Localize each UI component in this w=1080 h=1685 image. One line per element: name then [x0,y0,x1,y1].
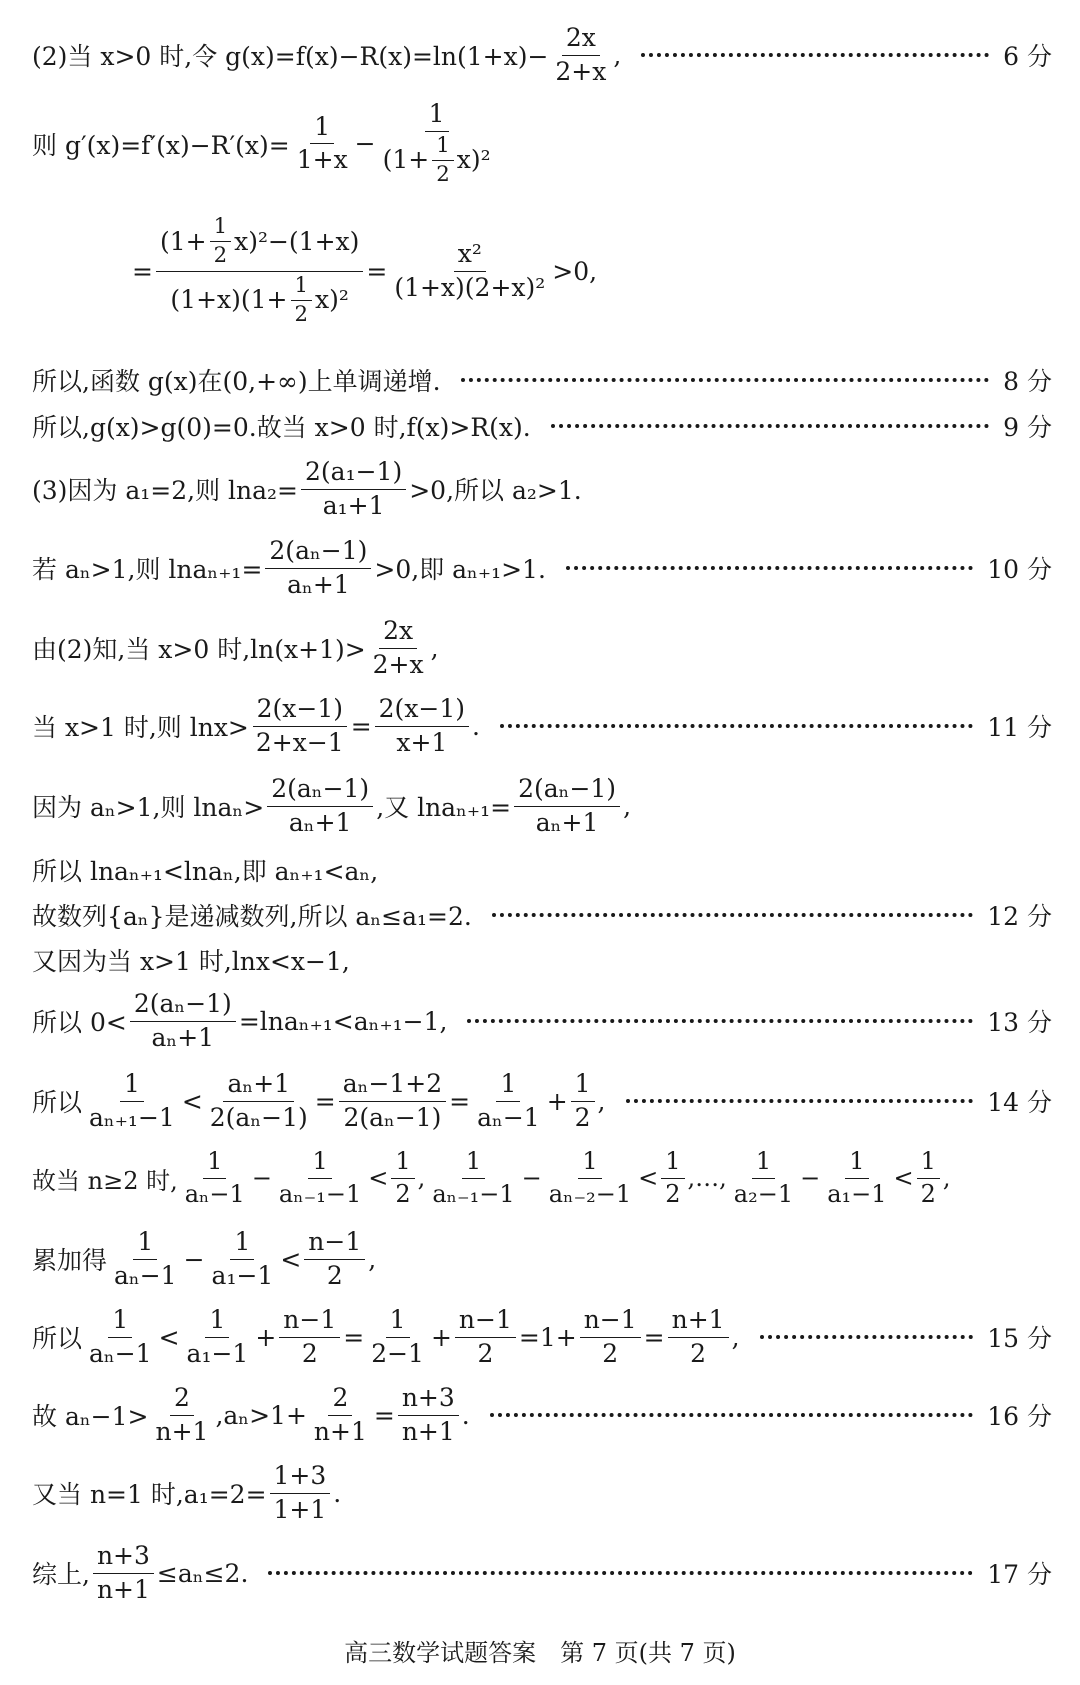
dot-leader [500,724,973,728]
fraction: $\frac{1}{\text{aₙ−1}}$ [89,1305,152,1368]
fraction: $\frac{2}{n+1}$ [313,1383,367,1446]
fraction: $\frac{1}{\text{a₂−1}}$ [733,1147,794,1208]
fraction: $\frac{n+3}{n+1}$ [93,1542,154,1605]
fraction: $\frac{2x}{2+x}$ [372,616,424,679]
score-label: 13 分 [987,1008,1052,1038]
score-label: 15 分 [987,1324,1052,1354]
fraction: $\frac{\text{2(aₙ−1)}}{\text{aₙ+1}}$ [130,990,236,1053]
step-line: 综上, $\frac{n+3}{n+1}$ ≤aₙ≤2. 17 分 [32,1541,1052,1604]
dot-leader [467,1019,973,1023]
fraction: 1 (1+ $\frac{1}{2}$ x)² [382,99,491,188]
fraction: $\frac{\text{aₙ+1}}{\text{2(aₙ−1)}}$ [209,1069,308,1132]
step-line: 所以 lnaₙ₊₁<lnaₙ,即 aₙ₊₁<aₙ, [32,857,379,886]
step-line: 故 aₙ−1> $\frac{2}{n+1}$ ,aₙ>1+ $\frac{2}{n+1}$ = $\frac{n+3}{n+1}$ . 16 分 [32,1383,1052,1446]
fraction: $\frac{1}{\text{aₙ−1}}$ [477,1069,540,1132]
step-line: 所以,函数 g(x)在(0,+∞)上单调递增. 8 分 [32,362,1052,398]
step-line: 故当 n≥2 时, $\frac{1}{\text{aₙ−1}}$ − $\frac{1}{\text{aₙ₋₁−1}}$ < $\frac{1}{2}$ , $\frac{1}{\text{aₙ₋₁−1}}$ − $\frac{1}{\text{aₙ₋₂−1}}$ < $\frac{1}{2}$ ,…, $\frac{1}{\text{a₂−1}}$ − $\frac{1}{\text{a₁−1}}$ < $\frac{1}{2}$ , [32,1147,951,1208]
fraction: $\frac{\text{2(aₙ−1)}}{\text{aₙ+1}}$ [514,775,620,838]
fraction: $\frac{2(x-1)}{2+x-1}$ [252,695,348,758]
dot-leader [492,913,973,917]
fraction: $\frac{1}{2}$ [661,1148,684,1208]
score-label: 9 分 [1003,413,1052,442]
fraction: $\frac{n+1}{2}$ [668,1306,729,1369]
fraction: $\frac{\text{x²}}{\text{(1+x)(2+x)²}}$ [394,239,546,302]
dot-leader [566,566,973,570]
step-line: (3)因为 a₁=2,则 lna₂= $\frac{\text{2(a₁−1)}}{\text{a₁+1}}$ >0,所以 a₂>1. [32,457,582,520]
fraction: $\frac{1}{\text{aₙ₊₁−1}}$ [89,1069,175,1132]
step-line: 所以 $\frac{1}{\text{aₙ₊₁−1}}$ < $\frac{\text{aₙ+1}}{\text{2(aₙ−1)}}$ = $\frac{\text{aₙ−1+2}}{\text{2(aₙ−1)}}$ = $\frac{1}{\text{aₙ−1}}$ + $\frac{1}{2}$ , 14 分 [32,1069,1052,1132]
fraction: $\frac{\text{2(aₙ−1)}}{\text{aₙ+1}}$ [265,537,371,600]
score-label: 8 分 [1003,367,1052,396]
fraction: $\frac{1}{\text{aₙ₋₁−1}}$ [432,1147,515,1208]
fraction: $\frac{1}{\text{aₙ₋₂−1}}$ [548,1147,632,1208]
step-line: 则 g′(x)=f′(x)−R′(x)= $\frac{1}{1+x}$ − 1 (1+ $\frac{1}{2}$ x)² [32,100,1052,188]
fraction: $\frac{\text{2(aₙ−1)}}{\text{aₙ+1}}$ [267,775,373,838]
fraction: (1+ $\frac{1}{2}$ x)²−(1+x) (1+x)(1+ $\frac{1}{2}$ x)² [156,215,363,328]
fraction: $\frac{1}{\text{aₙ−1}}$ [114,1227,177,1290]
fraction: $\frac{n-1}{2}$ [279,1306,340,1369]
step-line: 当 x>1 时,则 lnx> $\frac{2(x-1)}{2+x-1}$ = $\frac{2(x-1)}{x+1}$ . 11 分 [32,694,1052,757]
step-line: 又因为当 x>1 时,lnx<x−1, [32,947,350,976]
dot-leader [641,53,989,57]
fraction: $\frac{1}{2}$ [391,1148,414,1208]
step-line: 若 aₙ>1,则 lnaₙ₊₁= $\frac{\text{2(aₙ−1)}}{\text{aₙ+1}}$ >0,即 aₙ₊₁>1. 10 分 [32,536,1052,599]
fraction: $\frac{2x}{2+x}$ [555,23,607,86]
fraction: $\frac{n+3}{n+1}$ [398,1384,459,1447]
fraction: $\frac{\text{aₙ−1+2}}{\text{2(aₙ−1)}}$ [339,1070,446,1133]
score-label: 12 分 [987,902,1052,931]
step-line: 所以 $\frac{1}{\text{aₙ−1}}$ < $\frac{1}{\text{a₁−1}}$ + $\frac{n-1}{2}$ = $\frac{1}{2-1}$ + $\frac{n-1}{2}$ =1+ $\frac{n-1}{2}$ = $\frac{n+1}{2}$ , 15 分 [32,1305,1052,1368]
score-label: 11 分 [987,713,1052,743]
step-line: 所以,g(x)>g(0)=0.故当 x>0 时,f(x)>R(x). 9 分 [32,408,1052,444]
step-line: (2)当 x>0 时,令 g(x)=f(x)−R(x)=ln(1+x)− $\frac{2x}{2+x}$ , 6 分 [32,23,1052,86]
score-label: 14 分 [987,1088,1052,1118]
fraction: $\frac{1}{\text{a₁−1}}$ [827,1147,887,1208]
dot-leader [461,378,990,382]
fraction: $\frac{1+3}{1+1}$ [270,1462,331,1525]
fraction: $\frac{1}{2}$ [917,1148,940,1208]
score-label: 17 分 [987,1560,1052,1590]
fraction: $\frac{1}{1+x}$ [296,111,348,175]
fraction: $\frac{1}{\text{a₁−1}}$ [186,1305,249,1368]
fraction: $\frac{1}{\text{a₁−1}}$ [211,1227,274,1290]
fraction: $\frac{2}{n+1}$ [155,1383,209,1446]
dot-leader [268,1571,973,1575]
fraction: $\frac{1}{\text{aₙ−1}}$ [184,1147,245,1208]
dot-leader [760,1335,974,1339]
text: (2)当 x>0 时,令 g(x)=f(x)−R(x)=ln(1+x)− [32,42,549,72]
step-line: 由(2)知,当 x>0 时,ln(x+1)> $\frac{2x}{2+x}$ , [32,616,439,679]
page-footer: 高三数学试题答案 第 7 页(共 7 页) [344,1639,736,1667]
step-line: = (1+ $\frac{1}{2}$ x)²−(1+x) (1+x)(1+ $\frac{1}{2}$ x)² = $\frac{\text{x²}}{\text{(1+x)(2+x)²}}$ >0, [132,214,598,328]
step-line: 又当 n=1 时,a₁=2= $\frac{1+3}{1+1}$ . [32,1461,342,1524]
score-label: 10 分 [987,555,1052,585]
dot-leader [490,1413,973,1417]
dot-leader [551,424,989,428]
score-label: 16 分 [987,1402,1052,1432]
dot-leader [626,1099,974,1103]
fraction: $\frac{n-1}{2}$ [304,1228,365,1291]
fraction: $\frac{1}{\text{aₙ₋₁−1}}$ [278,1147,362,1208]
fraction: $\frac{2(x-1)}{x+1}$ [375,695,469,758]
fraction: $\frac{\text{2(a₁−1)}}{\text{a₁+1}}$ [301,458,406,521]
fraction: $\frac{1}{2-1}$ [371,1305,424,1368]
score-label: 6 分 [1003,42,1052,72]
step-line: 所以 0< $\frac{\text{2(aₙ−1)}}{\text{aₙ+1}}$ =lnaₙ₊₁<aₙ₊₁−1, 13 分 [32,989,1052,1052]
fraction: $\frac{n-1}{2}$ [455,1306,516,1369]
step-line: 故数列{aₙ}是递减数列,所以 aₙ≤a₁=2. 12 分 [32,897,1052,933]
step-line: 累加得 $\frac{1}{\text{aₙ−1}}$ − $\frac{1}{\text{a₁−1}}$ < $\frac{n-1}{2}$ , [32,1227,377,1290]
fraction: $\frac{n-1}{2}$ [580,1306,641,1369]
step-line: 因为 aₙ>1,则 lnaₙ> $\frac{\text{2(aₙ−1)}}{\text{aₙ+1}}$ ,又 lnaₙ₊₁= $\frac{\text{2(aₙ−1)}}{\text{aₙ+1}}$ , [32,774,632,837]
fraction: $\frac{1}{2}$ [571,1070,595,1133]
